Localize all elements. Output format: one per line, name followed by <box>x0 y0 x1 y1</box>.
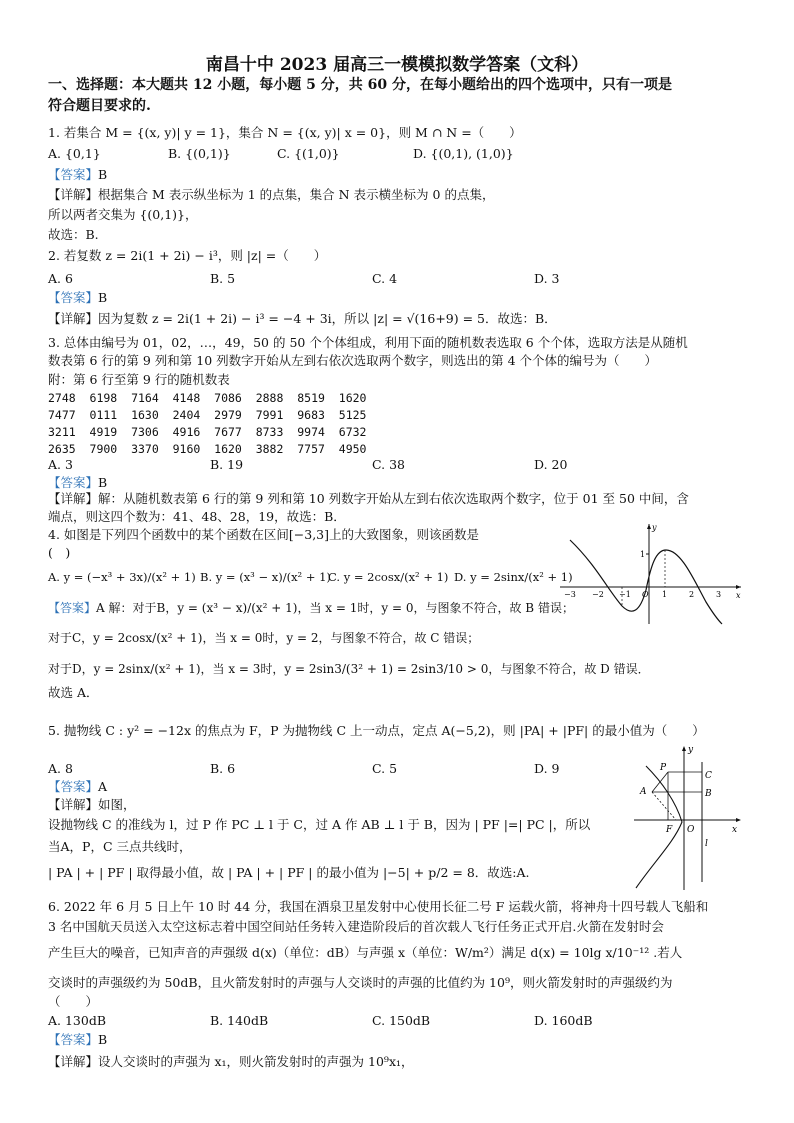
q2-option-d: D. 3 <box>534 271 560 286</box>
q4-conclusion: 故选 A． <box>48 685 99 700</box>
q3-option-c: C. 38 <box>372 457 405 472</box>
q6-option-b: B. 140dB <box>210 1013 269 1028</box>
q4-function-graph <box>556 520 746 630</box>
fig-label-x: x <box>732 825 738 835</box>
q1-detail2: 所以两者交集为 {(0,1)}， <box>48 207 198 222</box>
random-table-row: 2635 7900 3370 9160 1620 3882 7757 4950 <box>48 442 367 456</box>
q1-option-c: C. {(1,0)} <box>277 146 340 161</box>
graph-x-label: x <box>736 591 741 600</box>
q1-stem: 1. 若集合 M = {(x, y)| y = 1}，集合 N = {(x, y)| x = 0}，则 M ∩ N =（ ） <box>48 125 522 140</box>
q2-answer: B <box>98 290 108 305</box>
q6-option-a: A. 130dB <box>48 1013 107 1028</box>
q1-option-a: A. {0,1} <box>48 146 101 161</box>
q1-answer-line <box>48 166 107 184</box>
fig-label-c: C <box>705 771 712 781</box>
q6-detail: 设人交谈时的声强为 x₁，则火箭发射时的声强为 10⁹x₁， <box>98 1054 414 1069</box>
q4-detail2: 对于C，y = 2cosx/(x² + 1)，当 x = 0时，y = 2，与图象不符合，故 C 错误； <box>48 631 480 645</box>
q4-option-c: C. y = 2cosx/(x² + 1) <box>328 570 449 584</box>
q3-detail: 解：从随机数表第 6 行的第 9 列和第 10 列数字开始从左到右依次选取两个数字，位于 01 至 50 中间，含 <box>98 491 689 506</box>
random-table-row: 3211 4919 7306 4916 7677 8733 9974 6732 <box>48 425 367 439</box>
q6-option-c: C. 150dB <box>372 1013 431 1028</box>
q5-parabola-figure <box>624 742 744 892</box>
q6-option-d: D. 160dB <box>534 1013 593 1028</box>
q5-option-a: A. 8 <box>48 761 73 776</box>
q3-detail-line <box>48 490 689 508</box>
q3-option-b: B. 19 <box>210 457 244 472</box>
q1-conclusion: 故选：B. <box>48 227 99 242</box>
fig-label-a: A <box>640 787 647 797</box>
graph-x-tick: 2 <box>689 590 695 599</box>
q6-stem-line4: 交谈时的声强级约为 50dB，且火箭发射时的声强与人交谈时的声强的比值约为 10⁹，则火箭发射时的声强级约为 <box>48 975 673 990</box>
q4-stem: 4. 如图是下列四个函数中的某个函数在区间[−3,3]上的大致图象，则该函数是 <box>48 527 480 542</box>
q2-option-c: C. 4 <box>372 271 398 286</box>
q6-answer: B <box>98 1032 108 1047</box>
q6-stem-line3: 产生巨大的噪音，已知声音的声强级 d(x)（单位：dB）与声强 x（单位：W/m²）满足 d(x) = 10lg x/10⁻¹² .若人 <box>48 945 683 960</box>
detail-tag: 【详解】 <box>48 187 99 202</box>
q6-answer-line <box>48 1031 107 1049</box>
q2-detail-line <box>48 310 557 328</box>
graph-y-tick: 1 <box>640 550 646 559</box>
answer-tag: 【答案】 <box>48 1032 99 1047</box>
q3-stem-line1: 3. 总体由编号为 01，02，…，49，50 的 50 个个体组成，利用下面的随机数表选取 6 个个体，选取方法是从随机 <box>48 335 688 350</box>
graph-x-tick: −2 <box>592 590 604 599</box>
graph-x-tick: 1 <box>662 590 668 599</box>
q2-option-a: A. 6 <box>48 271 73 286</box>
q2-option-b: B. 5 <box>210 271 236 286</box>
answer-tag: 【答案】 <box>48 475 99 490</box>
detail-tag: 【详解】 <box>48 797 99 812</box>
graph-x-tick: −1 <box>619 590 631 599</box>
fig-label-o: O <box>687 825 695 835</box>
q4-option-d: D. y = 2sinx/(x² + 1) <box>454 570 573 584</box>
q1-option-d: D. {(0,1), (1,0)} <box>413 146 514 161</box>
q4-option-b: B. y = (x³ − x)/(x² + 1) <box>200 570 331 584</box>
q5-answer-line <box>48 778 107 796</box>
q5-detail3: 当A，P，C 三点共线时， <box>48 839 192 854</box>
section-heading-line2: 符合题目要求的. <box>48 98 151 114</box>
q4-detail1: 解：对于B，y = (x³ − x)/(x² + 1)，当 x = 1时，y = 0，与图象不符合，故 B 错误； <box>108 601 574 615</box>
fig-label-f: F <box>666 825 673 835</box>
graph-curve <box>570 540 722 624</box>
q3-detail2: 端点，则这四个数为：41、48、28，19，故选：B． <box>48 509 346 524</box>
q2-answer-line <box>48 289 107 307</box>
q3-option-a: A. 3 <box>48 457 73 472</box>
q3-answer: B <box>98 475 108 490</box>
page-title: 南昌十中 2023 届高三一模模拟数学答案（文科） <box>205 55 589 75</box>
detail-tag: 【详解】 <box>48 1054 99 1069</box>
q4-answer: A <box>96 601 105 615</box>
graph-origin: O <box>642 590 649 599</box>
q1-option-b: B. {(0,1)} <box>168 146 231 161</box>
q5-option-c: C. 5 <box>372 761 398 776</box>
q4-detail3: 对于D，y = 2sinx/(x² + 1)，当 x = 3时，y = 2sin3/(3² + 1) = 2sin3/10 > 0，与图象不符合，故 D 错误． <box>48 662 650 676</box>
q4-answer-line <box>48 599 574 617</box>
q4-paren: ( ) <box>48 545 71 560</box>
random-table-row: 2748 6198 7164 4148 7086 2888 8519 1620 <box>48 391 367 405</box>
q5-option-b: B. 6 <box>210 761 236 776</box>
q5-detail4: | PA | + | PF | 取得最小值，故 | PA | + | PF | 的最小值为 |−5| + p/2 = 8．故选:A. <box>48 865 530 880</box>
section-heading-line1: 一、选择题：本大题共 12 小题，每小题 5 分，共 60 分，在每小题给出的四个选项中，只有一项是 <box>48 77 672 93</box>
detail-tag: 【详解】 <box>48 491 99 506</box>
q5-detail2: 设抛物线 C 的准线为 l，过 P 作 PC ⊥ l 于 C，过 A 作 AB ⊥ l 于 B，因为 | PF |=| PC |，所以 <box>48 817 591 832</box>
q5-answer: A <box>98 779 108 794</box>
graph-x-tick: 3 <box>716 590 722 599</box>
q6-stem-line1: 6. 2022 年 6 月 5 日上午 10 时 44 分，我国在酒泉卫星发射中心使用长征二号 F 运载火箭，将神舟十四号载人飞船和 <box>48 899 709 914</box>
random-table-row: 7477 0111 1630 2404 2979 7991 9683 5125 <box>48 408 367 422</box>
graph-y-label: y <box>652 523 657 532</box>
answer-tag: 【答案】 <box>48 167 99 182</box>
q2-detail: 因为复数 z = 2i(1 + 2i) − i³ = −4 + 3i，所以 |z| = √(16+9) = 5．故选：B． <box>98 311 557 326</box>
q4-option-a: A. y = (−x³ + 3x)/(x² + 1) <box>48 570 196 584</box>
q2-stem: 2. 若复数 z = 2i(1 + 2i) − i³，则 |z| =（ ） <box>48 248 327 263</box>
graph-x-tick: −3 <box>564 590 576 599</box>
q1-detail: 根据集合 M 表示纵坐标为 1 的点集，集合 N 表示横坐标为 0 的点集， <box>98 187 495 202</box>
answer-tag: 【答案】 <box>48 290 99 305</box>
fig-label-y: y <box>688 745 694 755</box>
q3-option-d: D. 20 <box>534 457 568 472</box>
detail-tag: 【详解】 <box>48 311 99 326</box>
q6-detail-line <box>48 1053 414 1071</box>
q5-stem: 5. 抛物线 C : y² = −12x 的焦点为 F，P 为抛物线 C 上一动点，定点 A(−5,2)，则 |PA| + |PF| 的最小值为（ ） <box>48 723 705 738</box>
answer-tag: 【答案】 <box>48 601 97 615</box>
q6-paren: （ ） <box>48 994 99 1009</box>
fig-label-l: l <box>705 839 708 849</box>
q6-stem-line2: 3 名中国航天员送入太空这标志着中国空间站任务转入建造阶段后的首次载人飞行任务正式开启.火箭在发射时会 <box>48 919 664 934</box>
q3-table-caption: 附：第 6 行至第 9 行的随机数表 <box>48 372 230 387</box>
q5-detail1: 如图， <box>98 797 136 812</box>
q5-option-d: D. 9 <box>534 761 560 776</box>
q5-detail-line <box>48 796 136 814</box>
fig-label-b: B <box>705 789 712 799</box>
q3-stem-line2: 数表第 6 行的第 9 列和第 10 列数字开始从左到右依次选取两个数字，则选出的第 4 个个体的编号为（ ） <box>48 353 658 368</box>
fig-label-p: P <box>660 763 667 773</box>
q1-detail-line <box>48 186 494 204</box>
q1-answer: B <box>98 167 108 182</box>
answer-tag: 【答案】 <box>48 779 99 794</box>
